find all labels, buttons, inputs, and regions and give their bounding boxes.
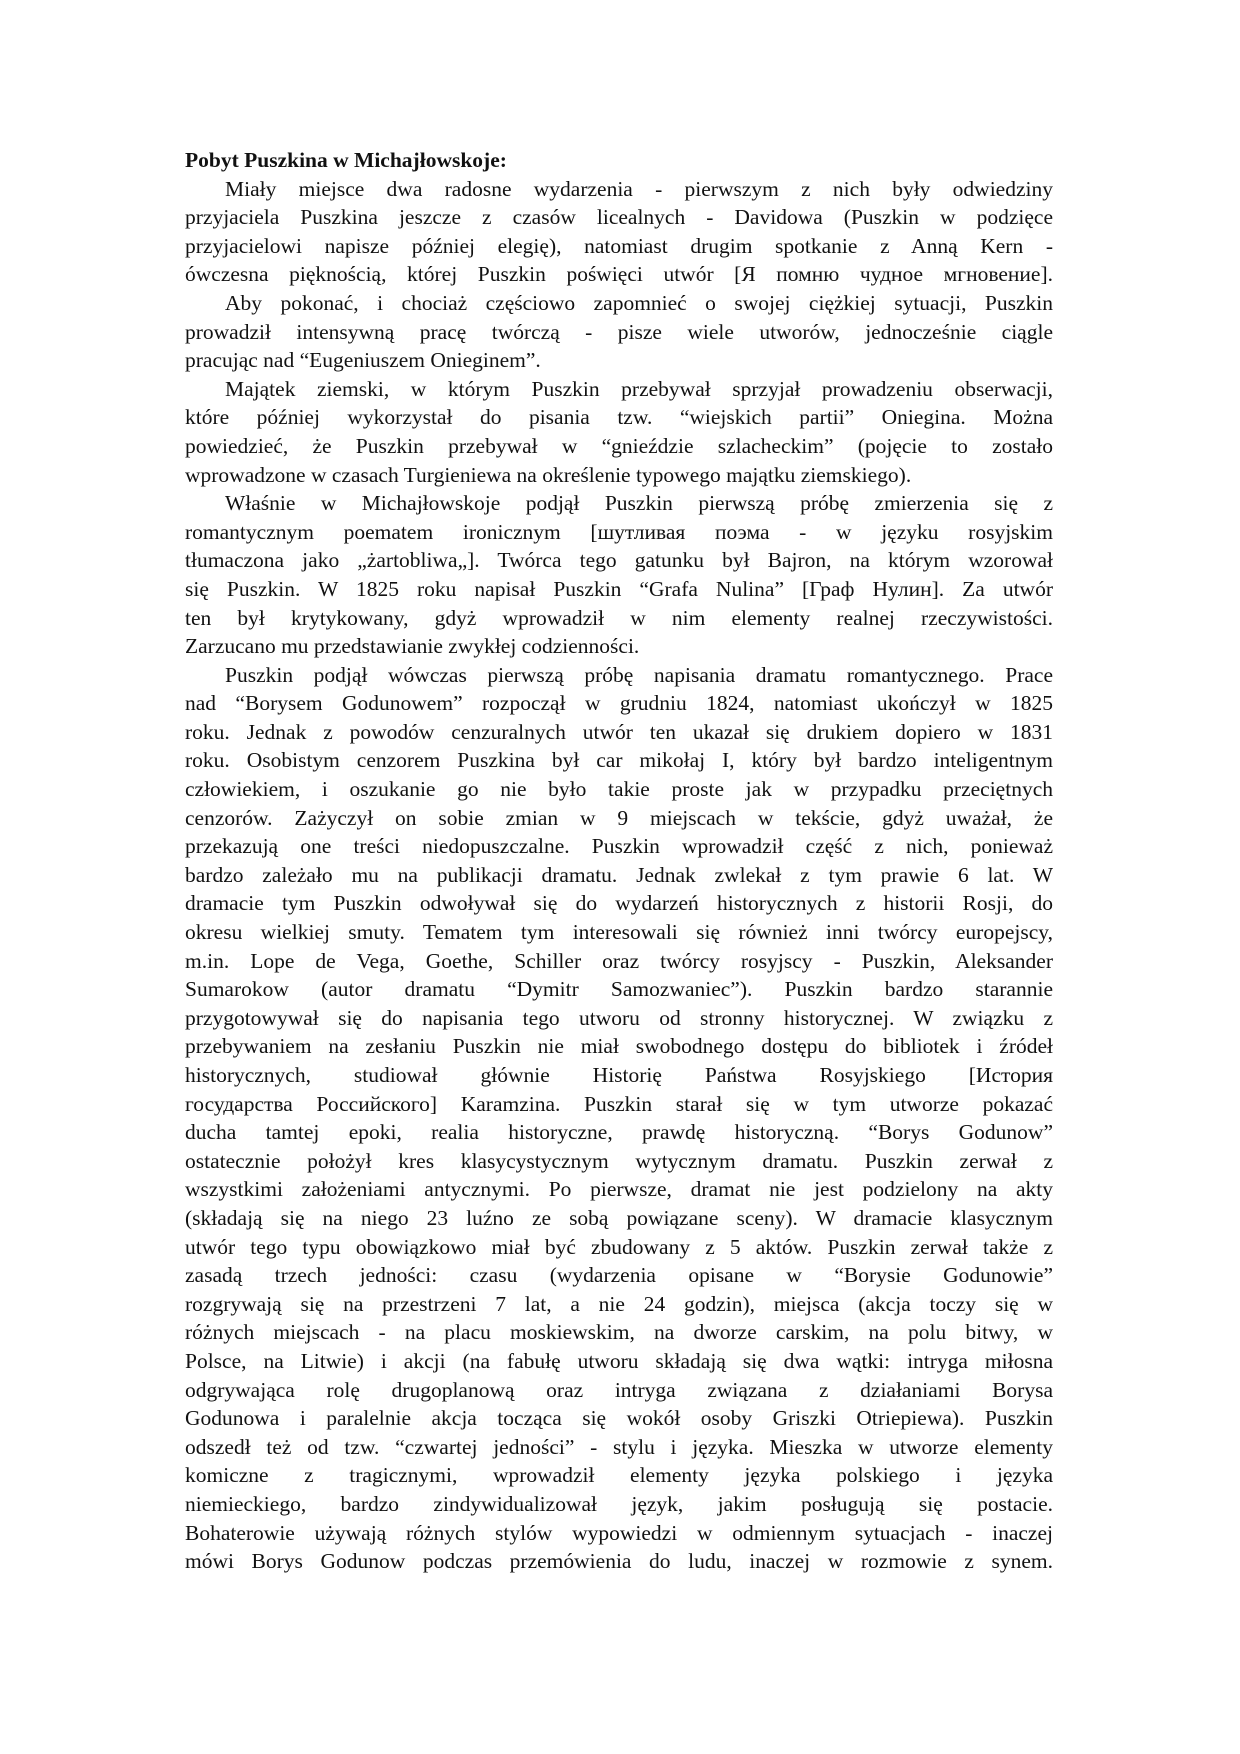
text-line: przyjaciela Puszkina jeszcze z czasów licealnych - Davidowa (Puszkin w podzięce [185,205,1053,230]
text-line: powiedzieć, że Puszkin przebywał w “gnieździe szlacheckim” (pojęcie to zostało [185,433,1053,458]
text-line: ducha tamtej epoki, realia historyczne, prawdę historyczną. “Borys Godunow” [185,1120,1053,1145]
paragraph [185,661,1053,1576]
text-line: przygotowywał się do napisania tego utworu od stronny historycznej. W związku z [185,1005,1053,1030]
text-line: człowiekiem, i oszukanie go nie było takie proste jak w przypadku przeciętnych [185,777,1053,802]
text-line: przyjacielowi napisze później elegię), natomiast drugim spotkanie z Anną Kern - [185,233,1053,258]
text-line: tłumaczona jako „żartobliwa„]. Twórca tego gatunku był Bajron, na którym wzorował [185,548,1053,573]
text-line: Właśnie w Michajłowskoje podjął Puszkin pierwszą próbę zmierzenia się z [225,491,1053,516]
text-line: Majątek ziemski, w którym Puszkin przebywał sprzyjał prowadzeniu obserwacji, [225,376,1053,401]
text-line: ostatecznie położył kres klasycystycznym wytycznym dramatu. Puszkin zerwał z [185,1148,1053,1173]
text-line: roku. Osobistym cenzorem Puszkina był car mikołaj I, który był bardzo inteligentnym [185,748,1053,773]
text-line: dramacie tym Puszkin odwoływał się do wydarzeń historycznych z historii Rosji, do [185,891,1053,916]
text-line: wszystkimi założeniami antycznymi. Po pierwsze, dramat nie jest podzielony na akty [185,1177,1053,1202]
text-line: historycznych, studiował głównie Historię Państwa Rosyjskiego [История [185,1063,1053,1087]
text-line: Aby pokonać, i chociaż częściowo zapomnieć o swojej ciężkiej sytuacji, Puszkin [225,290,1053,315]
text-line: Bohaterowie używają różnych stylów wypowiedzi w odmiennym sytuacjach - inaczej [185,1520,1053,1545]
text-line: Polsce, na Litwie) i akcji (na fabułę utworu składają się dwa wątki: intryga miłosna [185,1348,1053,1373]
document-body [185,175,1053,1576]
text-line: Puszkin podjął wówczas pierwszą próbę napisania dramatu romantycznego. Prace [225,662,1053,687]
paragraph [185,489,1053,661]
text-line: ten był krytykowany, gdyż wprowadził w nim elementy realnej rzeczywistości. [185,605,1053,630]
text-line: komiczne z tragicznymi, wprowadził elementy języka polskiego i języka [185,1463,1053,1488]
text-line: prowadził intensywną pracę twórczą - pisze wiele utworów, jednocześnie ciągle [185,319,1053,344]
text-line: cenzorów. Zażyczył on sobie zmian w 9 miejscach w tekście, gdyż uważał, że [185,805,1053,830]
text-line: nad “Borysem Godunowem” rozpoczął w grudniu 1824, natomiast ukończył w 1825 [185,691,1053,716]
text-line: m.in. Lope de Vega, Goethe, Schiller oraz twórcy rosyjscy - Puszkin, Aleksander [185,948,1053,973]
text-line: bardzo zależało mu na publikacji dramatu. Jednak zwlekał z tym prawie 6 lat. W [185,862,1053,887]
text-line: odszedł też od tzw. “czwartej jedności” - stylu i języka. Mieszka w utworze elementy [185,1434,1053,1459]
text-line: roku. Jednak z powodów cenzuralnych utwór ten ukazał się drukiem dopiero w 1831 [185,719,1053,744]
text-line: (składają się na niego 23 luźno ze sobą powiązane sceny). W dramacie klasycznym [185,1205,1053,1230]
text-line: niemieckiego, bardzo zindywidualizował język, jakim posługują się postacie. [185,1491,1053,1516]
text-line: Zarzucano mu przedstawianie zwykłej codzienności. [185,634,640,659]
text-line: które później wykorzystał do pisania tzw. “wiejskich partii” Oniegina. Można [185,405,1053,430]
text-line: przebywaniem na zesłaniu Puszkin nie miał swobodnego dostępu do bibliotek i źródeł [185,1034,1053,1059]
text-line: różnych miejscach - na placu moskiewskim, na dworze carskim, na polu bitwy, w [185,1320,1053,1345]
text-line: się Puszkin. W 1825 roku napisał Puszkin “Grafa Nulina” [Граф Нулин]. Za utwór [185,576,1053,601]
text-line: odgrywająca rolę drugoplanową oraz intryga związana z działaniami Borysa [185,1377,1053,1402]
text-line: Miały miejsce dwa radosne wydarzenia - pierwszym z nich były odwiedziny [225,176,1053,201]
paragraph [185,289,1053,375]
text-line: przekazują one treści niedopuszczalne. Puszkin wprowadził część z nich, ponieważ [185,834,1053,859]
text-line: Godunowa i paralelnie akcja tocząca się wokół osoby Griszki Otriepiewa). Puszkin [185,1406,1053,1431]
paragraph [185,175,1053,289]
text-line: Sumarokow (autor dramatu “Dymitr Samozwaniec”). Puszkin bardzo starannie [185,977,1053,1002]
text-line: romantycznym poematem ironicznym [шутливая поэма - w języku rosyjskim [185,519,1053,544]
text-line: okresu wielkiej smuty. Tematem tym interesowali się również inni twórcy europejscy, [185,920,1053,945]
text-line: государства Российского] Karamzina. Puszkin starał się w tym utworze pokazać [185,1091,1053,1116]
document-title: Pobyt Puszkina w Michajłowskoje: [185,148,507,172]
text-line: ówczesna pięknością, której Puszkin poświęci utwór [Я помню чудное мгновение]. [185,262,1053,287]
text-line: wprowadzone w czasach Turgieniewa na określenie typowego majątku ziemskiego). [185,462,912,487]
text-line: rozgrywają się na przestrzeni 7 lat, a nie 24 godzin), miejsca (akcja toczy się w [185,1291,1053,1316]
paragraph [185,375,1053,489]
document-page [185,146,1053,1576]
text-line: mówi Borys Godunow podczas przemówienia do ludu, inaczej w rozmowie z synem. [185,1549,1053,1574]
text-line: utwór tego typu obowiązkowo miał być zbudowany z 5 aktów. Puszkin zerwał także z [185,1234,1053,1259]
text-line: pracując nad “Eugeniuszem Onieginem”. [185,348,541,373]
text-line: zasadą trzech jedności: czasu (wydarzenia opisane w “Borysie Godunowie” [185,1263,1053,1288]
